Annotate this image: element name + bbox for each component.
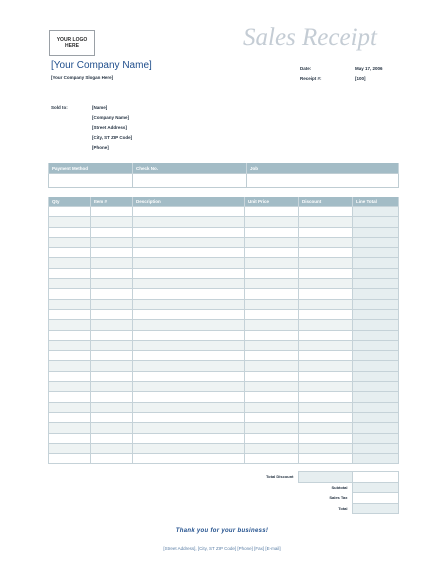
unit-price-cell[interactable] <box>245 320 299 330</box>
line-total-cell[interactable] <box>353 361 399 371</box>
qty-cell[interactable] <box>49 340 91 350</box>
description-cell[interactable] <box>133 299 245 309</box>
date-value: May 17, 2006 <box>355 66 383 71</box>
item-number-cell[interactable] <box>91 433 133 443</box>
line-total-header: Line Total <box>353 197 399 207</box>
discount-cell[interactable] <box>299 382 353 392</box>
item-number-cell[interactable] <box>91 268 133 278</box>
line-items-table <box>48 197 399 464</box>
table-row <box>49 227 399 237</box>
payment-method-header: Payment Method <box>49 163 133 174</box>
discount-cell[interactable] <box>299 207 353 217</box>
qty-cell[interactable] <box>49 433 91 443</box>
discount-cell[interactable] <box>299 258 353 268</box>
item-number-cell[interactable] <box>91 299 133 309</box>
qty-cell[interactable] <box>49 279 91 289</box>
line-total-cell[interactable] <box>353 382 399 392</box>
qty-cell[interactable] <box>49 268 91 278</box>
qty-cell[interactable] <box>49 217 91 227</box>
unit-price-cell[interactable] <box>245 268 299 278</box>
unit-price-cell[interactable] <box>245 279 299 289</box>
logo-line-1: YOUR LOGO <box>56 37 88 43</box>
line-total-cell[interactable] <box>353 258 399 268</box>
item-number-cell[interactable] <box>91 392 133 402</box>
check-number-cell[interactable] <box>133 174 247 188</box>
unit-price-cell[interactable] <box>245 433 299 443</box>
sold-to-address <box>92 105 172 155</box>
description-cell[interactable] <box>133 443 245 453</box>
discount-cell[interactable] <box>299 237 353 247</box>
line-total-cell[interactable] <box>353 268 399 278</box>
sold-to-city: [City, ST ZIP Code] <box>92 135 133 140</box>
table-row <box>49 351 399 361</box>
description-header: Description <box>133 197 245 207</box>
table-row <box>49 443 399 453</box>
total-discount-label: Total Discount <box>266 474 294 480</box>
item-number-cell[interactable] <box>91 361 133 371</box>
discount-cell[interactable] <box>299 371 353 381</box>
description-cell[interactable] <box>133 258 245 268</box>
item-number-cell[interactable] <box>91 351 133 361</box>
qty-cell[interactable] <box>49 402 91 412</box>
thank-you-message: Thank you for your business! <box>175 528 269 534</box>
unit-price-cell[interactable] <box>245 299 299 309</box>
unit-price-header: Unit Price <box>245 197 299 207</box>
qty-cell[interactable] <box>49 371 91 381</box>
total-label: Total <box>338 506 348 512</box>
discount-cell[interactable] <box>299 217 353 227</box>
discount-cell[interactable] <box>299 309 353 319</box>
item-number-cell[interactable] <box>91 237 133 247</box>
item-number-cell[interactable] <box>91 330 133 340</box>
qty-cell[interactable] <box>49 412 91 422</box>
discount-cell[interactable] <box>299 423 353 433</box>
discount-cell[interactable] <box>299 412 353 422</box>
description-cell[interactable] <box>133 237 245 247</box>
discount-cell[interactable] <box>299 443 353 453</box>
table-row <box>49 299 399 309</box>
line-total-cell[interactable] <box>353 330 399 340</box>
line-total-cell[interactable] <box>353 443 399 453</box>
table-row <box>49 412 399 422</box>
receipt-number-label: Receipt #: <box>300 76 322 81</box>
line-total-cell[interactable] <box>353 248 399 258</box>
qty-cell[interactable] <box>49 299 91 309</box>
qty-cell[interactable] <box>49 237 91 247</box>
item-number-cell[interactable] <box>91 340 133 350</box>
receipt-number-value: [100] <box>355 76 366 81</box>
item-number-cell[interactable] <box>91 412 133 422</box>
unit-price-cell[interactable] <box>245 423 299 433</box>
qty-cell[interactable] <box>49 351 91 361</box>
item-number-cell[interactable] <box>91 443 133 453</box>
unit-price-cell[interactable] <box>245 237 299 247</box>
line-total-cell[interactable] <box>353 320 399 330</box>
description-cell[interactable] <box>133 340 245 350</box>
qty-cell[interactable] <box>49 207 91 217</box>
item-number-header: Item # <box>91 197 133 207</box>
job-header: Job <box>247 163 399 174</box>
qty-cell[interactable] <box>49 361 91 371</box>
item-number-cell[interactable] <box>91 320 133 330</box>
item-number-cell[interactable] <box>91 454 133 464</box>
description-cell[interactable] <box>133 248 245 258</box>
description-cell[interactable] <box>133 320 245 330</box>
item-number-cell[interactable] <box>91 382 133 392</box>
subtotal-label: Subtotal <box>331 485 348 491</box>
discount-cell[interactable] <box>299 433 353 443</box>
line-total-cell[interactable] <box>353 217 399 227</box>
job-cell[interactable] <box>247 174 399 188</box>
discount-cell[interactable] <box>299 227 353 237</box>
company-logo-placeholder <box>49 30 95 56</box>
description-cell[interactable] <box>133 402 245 412</box>
discount-cell[interactable] <box>299 351 353 361</box>
discount-cell[interactable] <box>299 248 353 258</box>
qty-cell[interactable] <box>49 227 91 237</box>
table-row <box>49 340 399 350</box>
item-number-cell[interactable] <box>91 248 133 258</box>
unit-price-cell[interactable] <box>245 392 299 402</box>
item-number-cell[interactable] <box>91 279 133 289</box>
description-cell[interactable] <box>133 227 245 237</box>
qty-cell[interactable] <box>49 443 91 453</box>
item-number-cell[interactable] <box>91 227 133 237</box>
table-row <box>49 330 399 340</box>
sales-tax-value[interactable] <box>352 493 398 504</box>
unit-price-cell[interactable] <box>245 330 299 340</box>
description-cell[interactable] <box>133 433 245 443</box>
unit-price-cell[interactable] <box>245 248 299 258</box>
table-row <box>49 217 399 227</box>
unit-price-cell[interactable] <box>245 454 299 464</box>
table-row <box>49 454 399 464</box>
sold-to-name: [Name] <box>92 105 108 110</box>
sold-to-phone: [Phone] <box>92 145 109 150</box>
unit-price-cell[interactable] <box>245 361 299 371</box>
discount-cell[interactable] <box>299 289 353 299</box>
qty-cell[interactable] <box>49 320 91 330</box>
table-row <box>49 248 399 258</box>
description-cell[interactable] <box>133 392 245 402</box>
table-row <box>49 289 399 299</box>
item-number-cell[interactable] <box>91 289 133 299</box>
line-total-cell[interactable] <box>353 423 399 433</box>
description-cell[interactable] <box>133 423 245 433</box>
qty-cell[interactable] <box>49 248 91 258</box>
sold-to-street: [Street Address] <box>92 125 127 130</box>
item-number-cell[interactable] <box>91 207 133 217</box>
qty-cell[interactable] <box>49 423 91 433</box>
line-total-cell[interactable] <box>353 207 399 217</box>
qty-cell[interactable] <box>49 309 91 319</box>
unit-price-cell[interactable] <box>245 340 299 350</box>
description-cell[interactable] <box>133 309 245 319</box>
line-total-cell[interactable] <box>353 237 399 247</box>
item-number-cell[interactable] <box>91 371 133 381</box>
qty-cell[interactable] <box>49 392 91 402</box>
unit-price-cell[interactable] <box>245 382 299 392</box>
table-row <box>49 382 399 392</box>
unit-price-cell[interactable] <box>245 227 299 237</box>
unit-price-cell[interactable] <box>245 402 299 412</box>
discount-cell[interactable] <box>299 320 353 330</box>
description-cell[interactable] <box>133 351 245 361</box>
table-row <box>49 320 399 330</box>
company-name: [Your Company Name] <box>51 60 152 71</box>
description-cell[interactable] <box>133 217 245 227</box>
payment-table <box>48 163 399 188</box>
unit-price-cell[interactable] <box>245 258 299 268</box>
line-total-cell[interactable] <box>353 309 399 319</box>
discount-cell[interactable] <box>299 361 353 371</box>
item-number-cell[interactable] <box>91 309 133 319</box>
total-discount-value[interactable] <box>298 472 352 483</box>
table-row <box>49 371 399 381</box>
table-row <box>49 361 399 371</box>
description-cell[interactable] <box>133 279 245 289</box>
company-slogan: [Your Company Slogan Here] <box>51 75 114 80</box>
unit-price-cell[interactable] <box>245 371 299 381</box>
table-row <box>49 207 399 217</box>
document-title: Sales Receipt <box>243 24 377 51</box>
unit-price-cell[interactable] <box>245 443 299 453</box>
table-row <box>49 309 399 319</box>
total-discount-spacer <box>352 472 398 483</box>
discount-cell[interactable] <box>299 454 353 464</box>
discount-cell[interactable] <box>299 299 353 309</box>
footer-contact: [Street Address], [City, ST ZIP Code] [Phone] [Fax] [E-mail] <box>163 546 281 551</box>
table-row <box>49 268 399 278</box>
table-row <box>49 433 399 443</box>
description-cell[interactable] <box>133 330 245 340</box>
description-cell[interactable] <box>133 382 245 392</box>
description-cell[interactable] <box>133 454 245 464</box>
unit-price-cell[interactable] <box>245 207 299 217</box>
discount-cell[interactable] <box>299 279 353 289</box>
line-total-cell[interactable] <box>353 227 399 237</box>
totals-table <box>48 471 399 514</box>
line-total-cell[interactable] <box>353 392 399 402</box>
table-row <box>49 402 399 412</box>
discount-header: Discount <box>299 197 353 207</box>
line-total-cell[interactable] <box>353 433 399 443</box>
line-total-cell[interactable] <box>353 402 399 412</box>
sales-tax-label: Sales Tax <box>329 495 348 501</box>
description-cell[interactable] <box>133 207 245 217</box>
line-total-cell[interactable] <box>353 412 399 422</box>
sold-to-company: [Company Name] <box>92 115 130 120</box>
table-row <box>49 258 399 268</box>
total-value[interactable] <box>352 503 398 514</box>
table-row <box>49 423 399 433</box>
discount-cell[interactable] <box>299 402 353 412</box>
description-cell[interactable] <box>133 289 245 299</box>
line-total-cell[interactable] <box>353 371 399 381</box>
discount-cell[interactable] <box>299 330 353 340</box>
line-total-cell[interactable] <box>353 299 399 309</box>
sold-to-label: Sold to: <box>51 105 68 110</box>
description-cell[interactable] <box>133 371 245 381</box>
date-label: Date: <box>300 66 312 71</box>
qty-cell[interactable] <box>49 330 91 340</box>
unit-price-cell[interactable] <box>245 412 299 422</box>
unit-price-cell[interactable] <box>245 309 299 319</box>
line-total-cell[interactable] <box>353 351 399 361</box>
qty-cell[interactable] <box>49 258 91 268</box>
discount-cell[interactable] <box>299 340 353 350</box>
description-cell[interactable] <box>133 412 245 422</box>
qty-header: Qty <box>49 197 91 207</box>
check-number-header: Check No. <box>133 163 247 174</box>
subtotal-value[interactable] <box>352 482 398 493</box>
line-total-cell[interactable] <box>353 289 399 299</box>
line-total-cell[interactable] <box>353 340 399 350</box>
unit-price-cell[interactable] <box>245 289 299 299</box>
table-row <box>49 392 399 402</box>
item-number-cell[interactable] <box>91 258 133 268</box>
qty-cell[interactable] <box>49 454 91 464</box>
payment-method-cell[interactable] <box>49 174 133 188</box>
item-number-cell[interactable] <box>91 217 133 227</box>
qty-cell[interactable] <box>49 289 91 299</box>
discount-cell[interactable] <box>299 268 353 278</box>
logo-line-2: HERE <box>65 43 79 49</box>
qty-cell[interactable] <box>49 382 91 392</box>
description-cell[interactable] <box>133 268 245 278</box>
description-cell[interactable] <box>133 361 245 371</box>
item-number-cell[interactable] <box>91 402 133 412</box>
unit-price-cell[interactable] <box>245 217 299 227</box>
item-number-cell[interactable] <box>91 423 133 433</box>
line-total-cell[interactable] <box>353 454 399 464</box>
discount-cell[interactable] <box>299 392 353 402</box>
line-total-cell[interactable] <box>353 279 399 289</box>
unit-price-cell[interactable] <box>245 351 299 361</box>
table-row <box>49 279 399 289</box>
table-row <box>49 237 399 247</box>
